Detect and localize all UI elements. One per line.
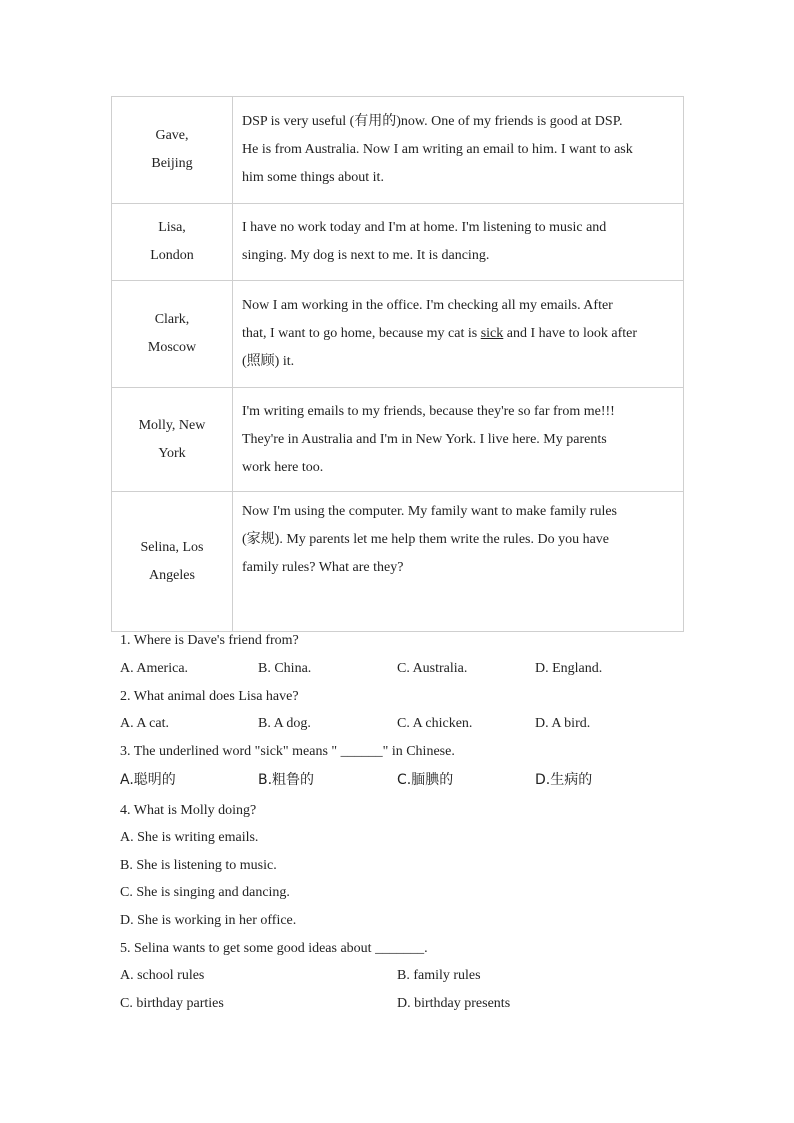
table-row <box>112 97 684 204</box>
post-message <box>233 281 684 388</box>
message-line: (家规). My parents let me help them write the rules. Do you have <box>242 532 610 547</box>
poster-name <box>112 492 233 632</box>
message-text: and I have to look after <box>503 326 638 341</box>
poster-name-line: Angeles <box>149 567 195 583</box>
post-message <box>233 204 684 281</box>
table-row <box>112 492 684 632</box>
option-c: C.腼腆的 <box>397 772 454 788</box>
option-d: D. birthday presents <box>397 996 511 1011</box>
option-b: B. She is listening to music. <box>120 858 277 873</box>
option-b: B. family rules <box>397 968 481 983</box>
option-a: A. She is writing emails. <box>120 830 259 845</box>
message-line: him some things about it. <box>242 170 384 185</box>
poster-name-line: York <box>158 445 186 461</box>
message-line: I'm writing emails to my friends, because they're so far from me!!! <box>242 403 615 419</box>
table-row <box>112 281 684 388</box>
question-3: 3. The underlined word "sick" means " ______" in Chinese. <box>120 744 455 759</box>
message-text: that, I want to go home, because my cat is <box>242 326 481 341</box>
message-line: They're in Australia and I'm in New York. I live here. My parents <box>242 431 607 447</box>
poster-name-line: London <box>150 248 194 263</box>
table-row <box>112 388 684 492</box>
poster-name-line: Clark, <box>154 312 190 327</box>
message-line <box>242 326 637 341</box>
option-d: D.生病的 <box>535 772 593 788</box>
option-d: D. She is working in her office. <box>120 913 297 928</box>
option-a: A. A cat. <box>120 716 169 731</box>
option-d: D. A bird. <box>535 716 591 731</box>
option-b: B. China. <box>258 661 312 676</box>
question-4: 4. What is Molly doing? <box>120 803 257 818</box>
message-line: family rules? What are they? <box>242 560 404 575</box>
question-2: 2. What animal does Lisa have? <box>120 689 299 704</box>
poster-name-line: Beijing <box>151 156 193 171</box>
message-line: (照顾) it. <box>242 354 295 369</box>
option-b: B.粗鲁的 <box>258 772 315 788</box>
poster-name-line: Lisa, <box>158 220 186 235</box>
poster-name-line: Moscow <box>147 340 197 355</box>
poster-name <box>112 388 233 492</box>
message-line: DSP is very useful (有用的)now. One of my friends is good at DSP. <box>242 114 623 129</box>
question-5: 5. Selina wants to get some good ideas about _______. <box>120 941 428 956</box>
message-line: Now I am working in the office. I'm checking all my emails. After <box>242 298 613 313</box>
option-a: A. America. <box>120 661 189 676</box>
option-c: C. Australia. <box>397 661 468 676</box>
option-a: A.聪明的 <box>120 772 176 788</box>
posts-table <box>111 96 684 632</box>
option-c: C. A chicken. <box>397 716 473 731</box>
message-line: Now I'm using the computer. My family want to make family rules <box>242 504 618 519</box>
post-message <box>233 492 684 632</box>
option-c: C. birthday parties <box>120 996 224 1011</box>
message-line: singing. My dog is next to me. It is dancing. <box>242 248 490 263</box>
poster-name <box>112 204 233 281</box>
poster-name-line: Molly, New <box>138 417 206 433</box>
option-c: C. She is singing and dancing. <box>120 885 290 900</box>
option-a: A. school rules <box>120 968 205 983</box>
underlined-word-sick: sick <box>480 326 504 341</box>
poster-name <box>112 97 233 204</box>
table-row <box>112 204 684 281</box>
post-message <box>233 97 684 204</box>
poster-name-line: Selina, Los <box>140 539 204 555</box>
option-d: D. England. <box>535 661 603 676</box>
option-b: B. A dog. <box>258 716 311 731</box>
poster-name <box>112 281 233 388</box>
poster-name-line: Gave, <box>155 128 189 143</box>
post-message <box>233 388 684 492</box>
question-1: 1. Where is Dave's friend from? <box>120 633 299 648</box>
message-line: I have no work today and I'm at home. I'm listening to music and <box>242 220 607 235</box>
message-line: He is from Australia. Now I am writing an email to him. I want to ask <box>242 142 633 157</box>
message-line: work here too. <box>242 459 324 475</box>
